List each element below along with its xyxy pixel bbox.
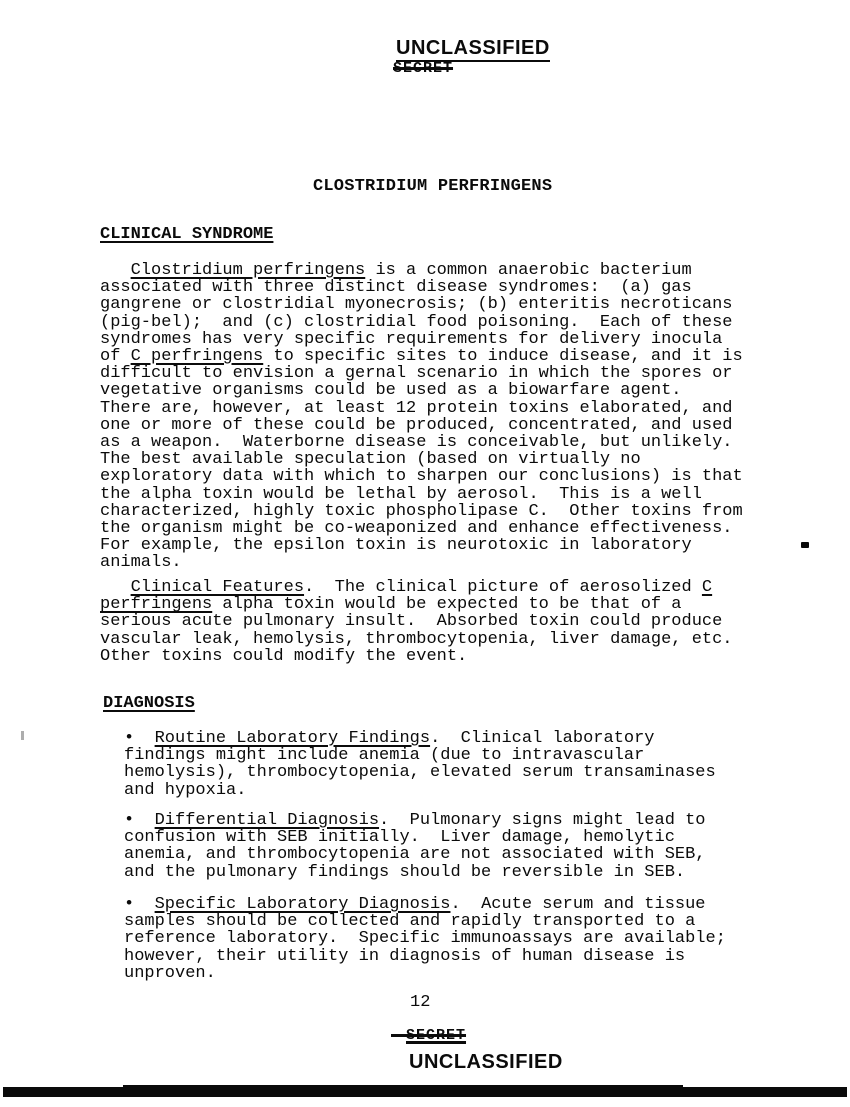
text-line	[124, 764, 716, 781]
underlined-text: Clostridium perfringens	[130, 261, 366, 280]
text-segment: findings might include anemia (due to intravascular	[124, 746, 645, 766]
text-segment: and the pulmonary findings should be reversible in SEB.	[124, 862, 686, 882]
text-segment: The best available speculation (based on virtually no	[100, 450, 641, 470]
text-segment: For example, the epsilon toxin is neurotoxic in laboratory	[100, 536, 692, 556]
text-segment: •	[124, 895, 155, 914]
text-line	[124, 948, 726, 965]
section-heading-diagnosis	[103, 695, 195, 712]
text-line	[100, 648, 733, 665]
text-segment: serious acute pulmonary insult. Absorbed toxin could produce	[100, 612, 723, 632]
text-line	[124, 930, 726, 947]
text-segment: exploratory data with which to sharpen our conclusions) is that	[100, 467, 743, 487]
text-line	[100, 554, 743, 571]
underlined-text: Differential Diagnosis	[154, 811, 380, 830]
text-line	[100, 400, 743, 417]
text-segment: as a weapon. Waterborne disease is conceivable, but unlikely.	[100, 433, 733, 453]
text-segment: is a common anaerobic bacterium	[365, 261, 692, 280]
bullet-specific-laboratory-diagnosis	[124, 896, 726, 982]
underlined-text: Clinical Features	[130, 578, 305, 597]
underlined-text: C perfringens	[130, 347, 264, 367]
underlined-text: C	[701, 578, 713, 597]
scan-speck-tick	[21, 731, 24, 740]
text-line	[124, 896, 726, 913]
text-segment: reference laboratory. Specific immunoassays are available;	[124, 929, 726, 949]
text-segment: unproven.	[124, 963, 216, 983]
text-line	[124, 782, 716, 799]
underlined-text: perfringens	[100, 595, 213, 615]
text-line	[103, 695, 195, 712]
text-segment: Other toxins could modify the event.	[100, 646, 468, 666]
text-line	[100, 486, 743, 503]
text-line	[100, 434, 743, 451]
text-line	[100, 365, 743, 382]
text-line	[100, 613, 733, 630]
text-line	[100, 296, 743, 313]
scan-edge-bar	[3, 1087, 847, 1097]
text-segment: one or more of these could be produced, concentrated, and used	[100, 415, 733, 435]
text-line	[100, 579, 733, 596]
text-line	[100, 451, 743, 468]
text-segment: . Acute serum and tissue	[450, 895, 706, 914]
classification-unclassified-bottom: UNCLASSIFIED	[409, 1051, 563, 1073]
text-line	[124, 864, 706, 881]
underlined-text: Specific Laboratory Diagnosis	[154, 895, 451, 914]
text-line	[100, 631, 733, 648]
paragraph-intro	[100, 262, 743, 572]
text-segment: vascular leak, hemolysis, thrombocytopenia, liver damage, etc.	[100, 629, 733, 649]
text-line	[124, 846, 706, 863]
paragraph-clinical-features	[100, 579, 733, 665]
text-line	[124, 747, 716, 764]
text-segment: however, their utility in diagnosis of human disease is	[124, 946, 686, 966]
text-line	[100, 314, 743, 331]
text-segment: . Pulmonary signs might lead to	[379, 811, 706, 830]
text-segment: the organism might be co-weaponized and enhance effectiveness.	[100, 519, 733, 539]
text-line	[100, 279, 743, 296]
text-segment: •	[124, 729, 155, 748]
text-segment: . The clinical picture of aerosolized	[304, 578, 702, 597]
text-segment: samples should be collected and rapidly transported to a	[124, 912, 696, 932]
text-line	[100, 382, 743, 399]
text-segment: characterized, highly toxic phospholipase C. Other toxins from	[100, 501, 743, 521]
text-segment: and hypoxia.	[124, 780, 247, 800]
text-segment: alpha toxin would be expected to be that of a	[212, 595, 682, 615]
text-segment: •	[124, 811, 155, 830]
text-segment: (pig-bel); and (c) clostridial food poisoning. Each of these	[100, 312, 733, 332]
text-segment: There are, however, at least 12 protein toxins elaborated, and	[100, 398, 733, 418]
text-line	[100, 226, 273, 243]
page-title: CLOSTRIDIUM PERFRINGENS	[313, 177, 553, 196]
text-segment: animals.	[100, 553, 182, 573]
classification-unclassified-top: UNCLASSIFIED	[396, 37, 550, 62]
text-line	[124, 812, 706, 829]
text-segment: to specific sites to induce disease, and it is	[263, 347, 743, 367]
text-segment	[100, 261, 131, 280]
text-line	[100, 596, 733, 613]
page-number: 12	[410, 993, 431, 1012]
text-line	[124, 829, 706, 846]
text-line	[100, 468, 743, 485]
text-segment: hemolysis), thrombocytopenia, elevated serum transaminases	[124, 763, 716, 783]
classification-secret-bottom-struck: SECRET	[406, 1027, 467, 1044]
text-segment: . Clinical laboratory	[430, 729, 655, 748]
text-line	[100, 331, 743, 348]
text-line	[100, 417, 743, 434]
text-segment: associated with three distinct disease syndromes: (a) gas	[100, 278, 692, 298]
text-line	[124, 965, 726, 982]
text-line	[124, 913, 726, 930]
scan-speck-dot	[801, 542, 809, 548]
text-line	[100, 520, 743, 537]
text-segment	[100, 578, 131, 597]
underlined-text: DIAGNOSIS	[103, 694, 195, 713]
bullet-routine-laboratory-findings	[124, 730, 716, 799]
text-line	[100, 537, 743, 554]
classification-secret-top-struck: SECRET	[393, 60, 454, 77]
text-line	[100, 348, 743, 365]
text-line	[100, 503, 743, 520]
text-segment: difficult to envision a gernal scenario in which the spores or	[100, 364, 733, 384]
text-segment: vegetative organisms could be used as a biowarfare agent.	[100, 381, 682, 401]
bullet-differential-diagnosis	[124, 812, 706, 881]
underlined-text: CLINICAL SYNDROME	[100, 225, 274, 244]
text-segment: gangrene or clostridial myonecrosis; (b) enteritis necroticans	[100, 295, 733, 315]
text-segment: syndromes has very specific requirements for delivery inocula	[100, 329, 723, 349]
text-line	[100, 262, 743, 279]
text-line	[124, 730, 716, 747]
text-segment: anemia, and thrombocytopenia are not associated with SEB,	[124, 845, 706, 865]
text-segment: confusion with SEB initially. Liver damage, hemolytic	[124, 828, 675, 848]
text-segment: the alpha toxin would be lethal by aerosol. This is a well	[100, 484, 702, 504]
section-heading-clinical-syndrome	[100, 226, 273, 243]
text-segment: of	[100, 347, 131, 367]
underlined-text: Routine Laboratory Findings	[154, 729, 431, 748]
